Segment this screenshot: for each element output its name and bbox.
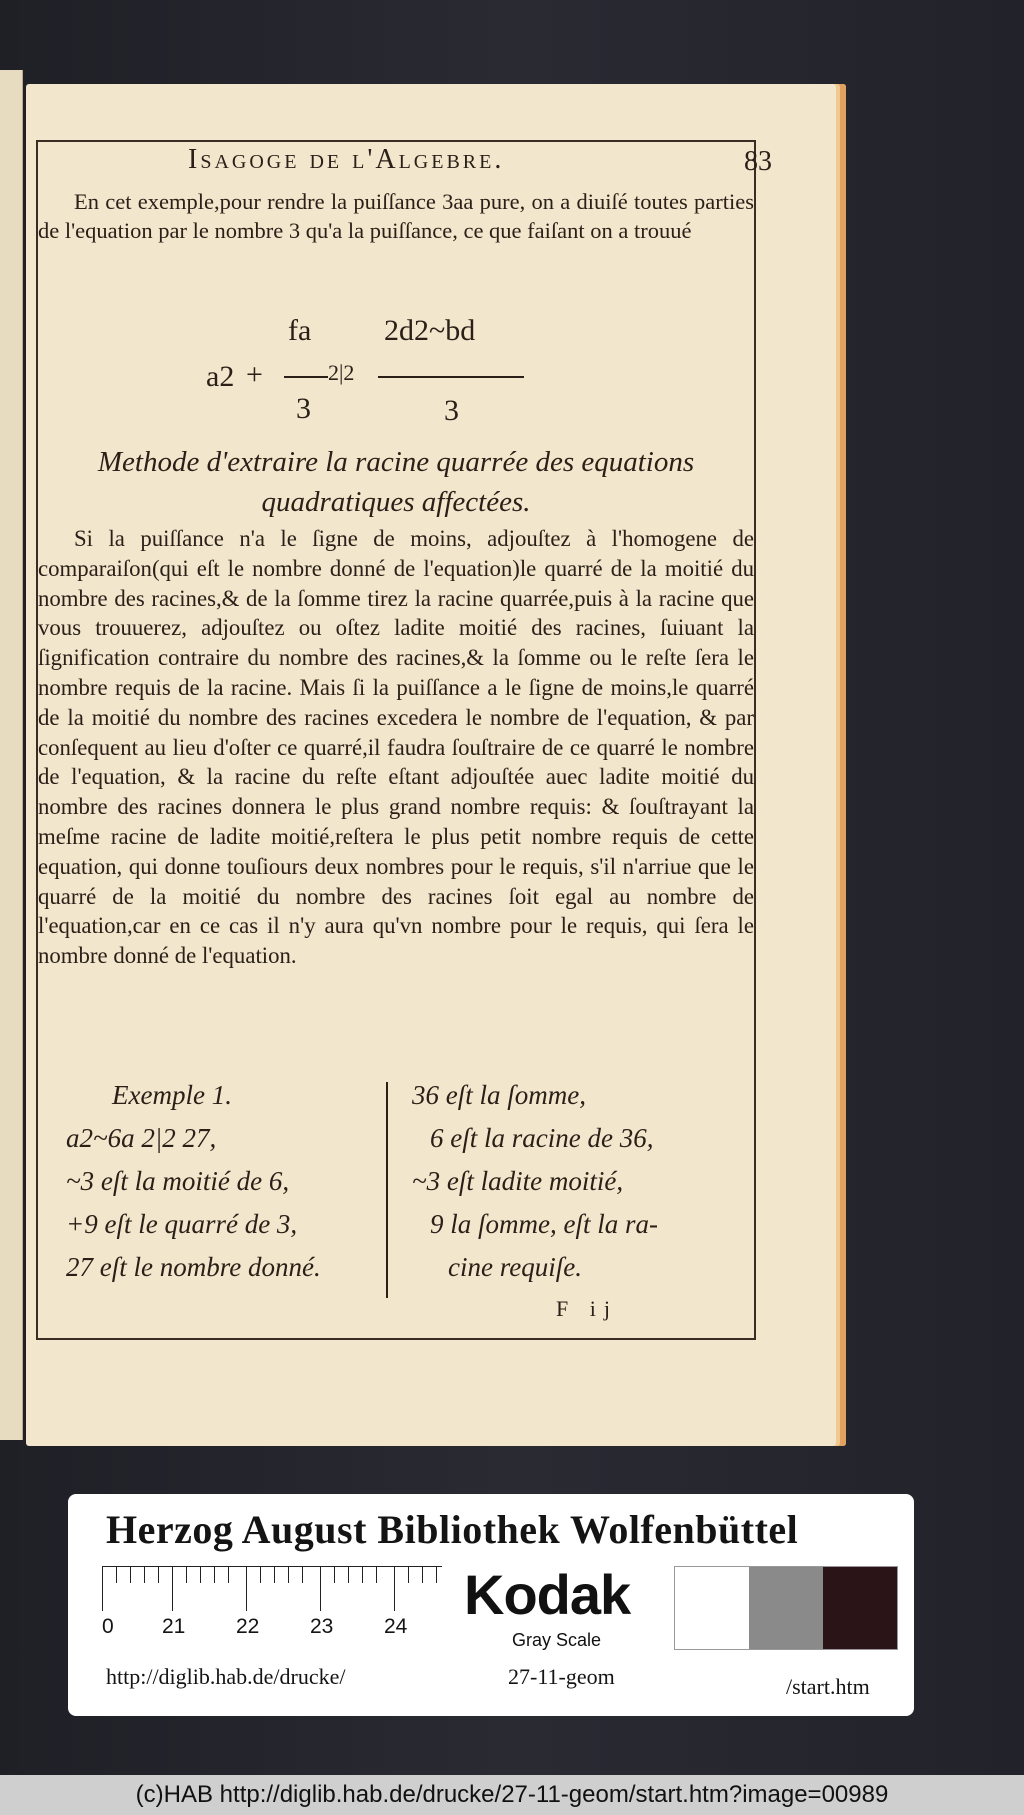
ruler	[102, 1566, 442, 1643]
example-line: 6 eſt la racine de 36,	[430, 1123, 654, 1153]
example-line: a2~6a 2|2 27,	[66, 1123, 217, 1153]
gray-scale-swatches	[674, 1566, 898, 1650]
section-heading: Methode d'extraire la racine quarrée des equations quadratiques affectées.	[97, 446, 695, 518]
example-line: ~3 eſt la moitié de 6,	[66, 1166, 290, 1196]
formula-relation: 2|2	[328, 360, 355, 385]
header-title: Isagoge de l'Algebre.	[188, 144, 505, 175]
url-part-2: 27-11-geom	[508, 1664, 615, 1689]
signature-mark: F ij	[556, 1296, 618, 1321]
intro-text: En cet exemple,pour rendre la puiſſance 3aa pure, on a diuiſé toutes parties de l'equation par le nombre 3 qu'a la puiſſance, ce que faiſant on a trouué	[38, 189, 754, 243]
main-text: Si la puiſſance n'a le ſigne de moins, adjouſtez à l'homogene de comparaiſon(qui eſt le nombre donné de l'equation)le quarré de la moitié du nombre des racines,& de la ſomme tirez la racine quarrée,puis à la racine que vous trouuerez, adjouſtez ou oſtez ladite moitié des racines, ſuiuant la ſignification contraire du nombre des racines,& la ſomme ou le reſte ſera le nombre requis de la racine. Mais ſi la puiſſance a le ſigne de moins,le quarré de la moitié du nombre des racines excedera le nombre de l'equation, & par conſequent au lieu d'oſter ce quarré,il faudra ſouſtraire de ce quarré le nombre de l'equation, & la racine du reſte eſtant adjouſtée auec ladite moitié du nombre des racines donnera le plus grand nombre requis: & ſouſtrayant la meſme racine de ladite moitié,reſtera le plus petit nombre requis de cette equation, qui donne touſiours deux nombres pour le requis, s'il n'arriue que le quarré de la moitié du nombre des racines ſoit egal au nombre de l'equation,car en ce cas il n'y aura qu'vn nombre pour le requis, qui ſera le nombre donné de l'equation.	[38, 526, 754, 969]
example-line: +9 eſt le quarré de 3,	[66, 1209, 298, 1239]
previous-page-edge	[0, 70, 23, 1440]
formula-fraction-bar2	[378, 376, 524, 378]
formula-numerator2: 2d2~bd	[384, 314, 476, 347]
example-left-column	[66, 1074, 386, 1289]
ruler-number: 21	[162, 1615, 186, 1638]
column-divider	[386, 1082, 388, 1298]
gray-scale-label: Gray Scale	[512, 1630, 602, 1650]
intro-paragraph	[38, 188, 754, 245]
equation	[206, 314, 626, 444]
formula-plus: +	[246, 358, 263, 391]
url-part-1: http://diglib.hab.de/drucke/	[106, 1664, 346, 1689]
formula-denominator2: 3	[444, 394, 459, 427]
book-page	[26, 84, 846, 1446]
main-paragraph	[38, 524, 754, 971]
kodak-logo: Kodak	[464, 1563, 631, 1626]
example-line: 36 eſt la ſomme,	[412, 1080, 586, 1110]
swatch-white	[675, 1567, 749, 1649]
example-line: Exemple 1.	[112, 1080, 232, 1110]
footer-copyright: (c)HAB http://diglib.hab.de/drucke/27-11-geom/start.htm?image=00989	[0, 1775, 1024, 1815]
example-line: cine requiſe.	[448, 1252, 582, 1282]
ruler-number: 23	[310, 1615, 334, 1638]
swatch-gray	[749, 1567, 823, 1649]
example-right-column	[412, 1074, 752, 1289]
ruler-number: 0	[102, 1615, 114, 1638]
ruler-number: 24	[384, 1615, 408, 1638]
running-header	[52, 140, 774, 180]
ruler-number: 22	[236, 1615, 260, 1638]
example-line: ~3 eſt ladite moitié,	[412, 1166, 624, 1196]
example-line: 27 eſt le nombre donné.	[66, 1252, 321, 1282]
formula-numerator1: fa	[288, 314, 312, 347]
url-part-3: /start.htm	[786, 1674, 870, 1699]
swatch-black	[823, 1567, 897, 1649]
formula-fraction-bar1	[284, 376, 328, 378]
color-target-card	[68, 1494, 914, 1716]
page-number: 83	[744, 146, 772, 177]
formula-denominator1: 3	[296, 392, 311, 425]
example-line: 9 la ſomme, eſt la ra-	[430, 1209, 658, 1239]
formula-term1: a2	[206, 360, 235, 393]
library-name: Herzog August Bibliothek Wolfenbüttel	[106, 1507, 799, 1552]
